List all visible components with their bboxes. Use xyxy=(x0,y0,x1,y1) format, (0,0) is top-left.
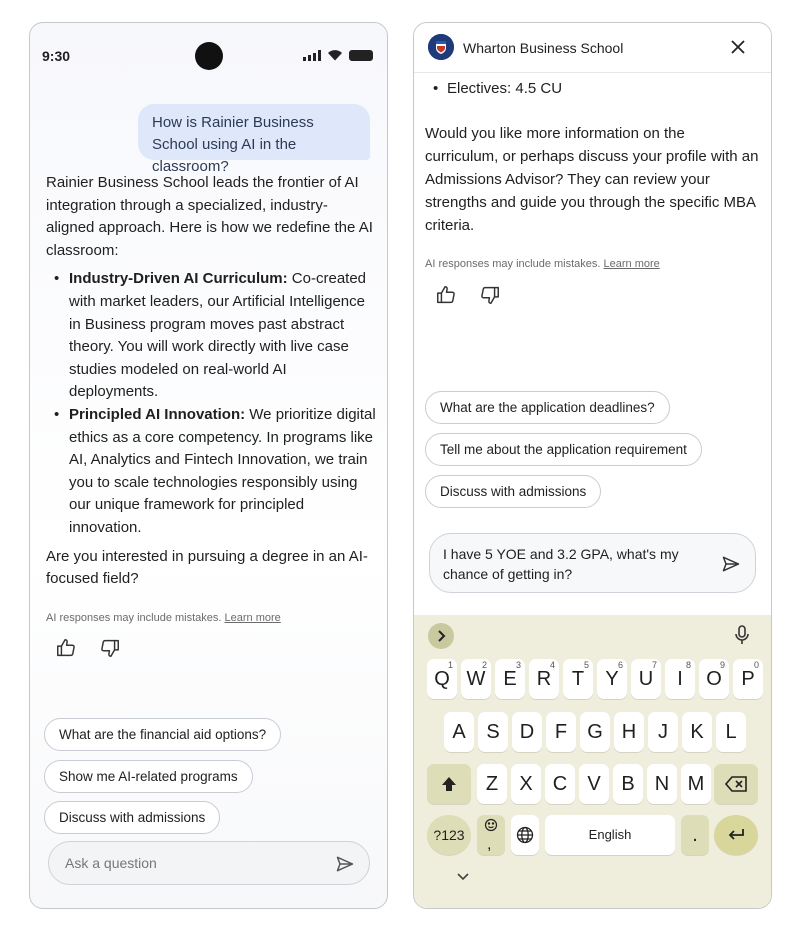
key-number-hint: 7 xyxy=(651,660,657,670)
key-v[interactable]: V xyxy=(579,764,609,804)
chevron-down-icon[interactable] xyxy=(456,872,470,882)
penn-shield-icon xyxy=(428,34,454,60)
suggestion-chip-requirements[interactable]: Tell me about the application requirement xyxy=(425,433,702,466)
suggestion-chip-discuss-admissions[interactable]: Discuss with admissions xyxy=(44,801,220,834)
period-key[interactable]: . xyxy=(681,815,709,855)
key-n[interactable]: N xyxy=(647,764,677,804)
key-j[interactable]: J xyxy=(648,712,678,752)
key-f[interactable]: F xyxy=(546,712,576,752)
globe-icon xyxy=(516,826,534,844)
key-number-hint: 0 xyxy=(753,660,759,670)
left-phone-screen xyxy=(29,22,388,909)
bullet-text: Co-created with market leaders, our Artificial Intelligence in Business program moves past abstract theory. You will work directly with live case studies modeled on real-world AI deployments. xyxy=(69,270,367,401)
key-d[interactable]: D xyxy=(512,712,542,752)
key-u[interactable]: U 7 xyxy=(631,659,661,699)
thumbs-up-icon[interactable] xyxy=(55,637,77,659)
suggestion-chip-deadlines[interactable]: What are the application deadlines? xyxy=(425,391,670,424)
key-number-hint: 9 xyxy=(719,660,725,670)
space-key[interactable]: English xyxy=(545,815,675,855)
thumbs-down-icon[interactable] xyxy=(479,284,501,306)
key-b[interactable]: B xyxy=(613,764,643,804)
answer-bullet: • Electives: 4.5 CU xyxy=(425,77,760,100)
key-z[interactable]: Z xyxy=(477,764,507,804)
ai-disclaimer xyxy=(425,258,660,270)
answer-intro: Rainier Business School leads the frontier of AI integration through a specialized, industry-aligned approach. Here is how we redefine the AI classroom: xyxy=(46,174,373,259)
key-number-hint: 4 xyxy=(549,660,555,670)
key-o[interactable]: O 9 xyxy=(699,659,729,699)
enter-icon xyxy=(727,828,745,842)
backspace-icon xyxy=(725,776,747,792)
chat-header-title: Wharton Business School xyxy=(463,40,624,56)
camera-cutout xyxy=(195,42,223,70)
key-q[interactable]: Q 1 xyxy=(427,659,457,699)
status-bar xyxy=(30,23,387,83)
key-r[interactable]: R 4 xyxy=(529,659,559,699)
answer-paragraph: Would you like more information on the curriculum, or perhaps discuss your profile with an Admissions Advisor? They can review your strengths and guide you through the specific MBA criteria. xyxy=(425,125,759,234)
key-e[interactable]: E 3 xyxy=(495,659,525,699)
send-icon[interactable] xyxy=(335,854,355,874)
key-m[interactable]: M xyxy=(681,764,711,804)
backspace-key[interactable] xyxy=(714,764,758,804)
key-p[interactable]: P 0 xyxy=(733,659,763,699)
status-time: 9:30 xyxy=(42,48,71,64)
key-number-hint: 6 xyxy=(617,660,623,670)
suggestion-chip-ai-programs[interactable]: Show me AI-related programs xyxy=(44,760,253,793)
mic-icon[interactable] xyxy=(733,625,751,645)
key-l[interactable]: L xyxy=(716,712,746,752)
assistant-answer xyxy=(425,77,760,237)
signal-icon xyxy=(303,50,321,61)
question-input[interactable] xyxy=(48,841,370,885)
answer-bullet xyxy=(46,268,376,404)
key-s[interactable]: S xyxy=(478,712,508,752)
emoji-comma-key[interactable] xyxy=(477,815,505,855)
expand-toolbar-icon[interactable] xyxy=(428,623,454,649)
disclaimer-text: AI responses may include mistakes. xyxy=(425,258,601,270)
key-number-hint: 2 xyxy=(481,660,487,670)
message-input[interactable] xyxy=(429,533,756,593)
chat-header xyxy=(414,23,771,73)
key-y[interactable]: Y 6 xyxy=(597,659,627,699)
key-a[interactable]: A xyxy=(444,712,474,752)
key-number-hint: 3 xyxy=(515,660,521,670)
key-k[interactable]: K xyxy=(682,712,712,752)
shift-key[interactable] xyxy=(427,764,471,804)
close-icon[interactable] xyxy=(729,38,747,56)
learn-more-link[interactable]: Learn more xyxy=(603,258,660,270)
send-icon[interactable] xyxy=(721,554,741,574)
on-screen-keyboard xyxy=(414,615,771,909)
ai-disclaimer xyxy=(46,612,281,624)
key-t[interactable]: T 5 xyxy=(563,659,593,699)
answer-bullet xyxy=(46,404,376,540)
wifi-icon xyxy=(327,49,343,61)
enter-key[interactable] xyxy=(714,815,758,855)
key-g[interactable]: G xyxy=(580,712,610,752)
status-icons xyxy=(303,49,373,61)
battery-icon xyxy=(349,50,373,61)
assistant-answer xyxy=(46,172,376,597)
thumbs-up-icon[interactable] xyxy=(435,284,457,306)
feedback-buttons xyxy=(55,637,121,659)
key-number-hint: 1 xyxy=(447,660,453,670)
key-w[interactable]: W 2 xyxy=(461,659,491,699)
comma-label: , xyxy=(487,836,492,853)
learn-more-link[interactable]: Learn more xyxy=(224,612,281,624)
user-message-bubble: How is Rainier Business School using AI in the classroom? xyxy=(138,104,370,160)
key-i[interactable]: I 8 xyxy=(665,659,695,699)
key-c[interactable]: C xyxy=(545,764,575,804)
key-h[interactable]: H xyxy=(614,712,644,752)
answer-closing: Are you interested in pursuing a degree in an AI-focused field? xyxy=(46,547,368,588)
bullet-text: We prioritize digital ethics as a core competency. In programs like AI, Analytics and Fintech Innovation, we train you to scale technologies responsibly using our unique framework for principled innovation. xyxy=(69,405,376,536)
bullet-title: Industry-Driven AI Curriculum: xyxy=(69,270,288,288)
answer-bullet-list xyxy=(46,268,376,539)
shift-icon xyxy=(441,776,457,792)
globe-key[interactable] xyxy=(511,815,539,855)
symbols-key[interactable]: ?123 xyxy=(427,815,471,855)
suggestion-chip-financial-aid[interactable]: What are the financial aid options? xyxy=(44,718,281,751)
key-number-hint: 5 xyxy=(583,660,589,670)
disclaimer-text: AI responses may include mistakes. xyxy=(46,612,222,624)
thumbs-down-icon[interactable] xyxy=(99,637,121,659)
feedback-buttons xyxy=(435,284,501,306)
right-phone-screen xyxy=(413,22,772,909)
input-text: I have 5 YOE and 3.2 GPA, what's my chance of getting in? xyxy=(443,546,679,582)
input-placeholder: Ask a question xyxy=(65,855,157,871)
key-number-hint: 8 xyxy=(685,660,691,670)
suggestion-chip-discuss-admissions[interactable]: Discuss with admissions xyxy=(425,475,601,508)
key-x[interactable]: X xyxy=(511,764,541,804)
bullet-title: Principled AI Innovation: xyxy=(69,405,246,423)
